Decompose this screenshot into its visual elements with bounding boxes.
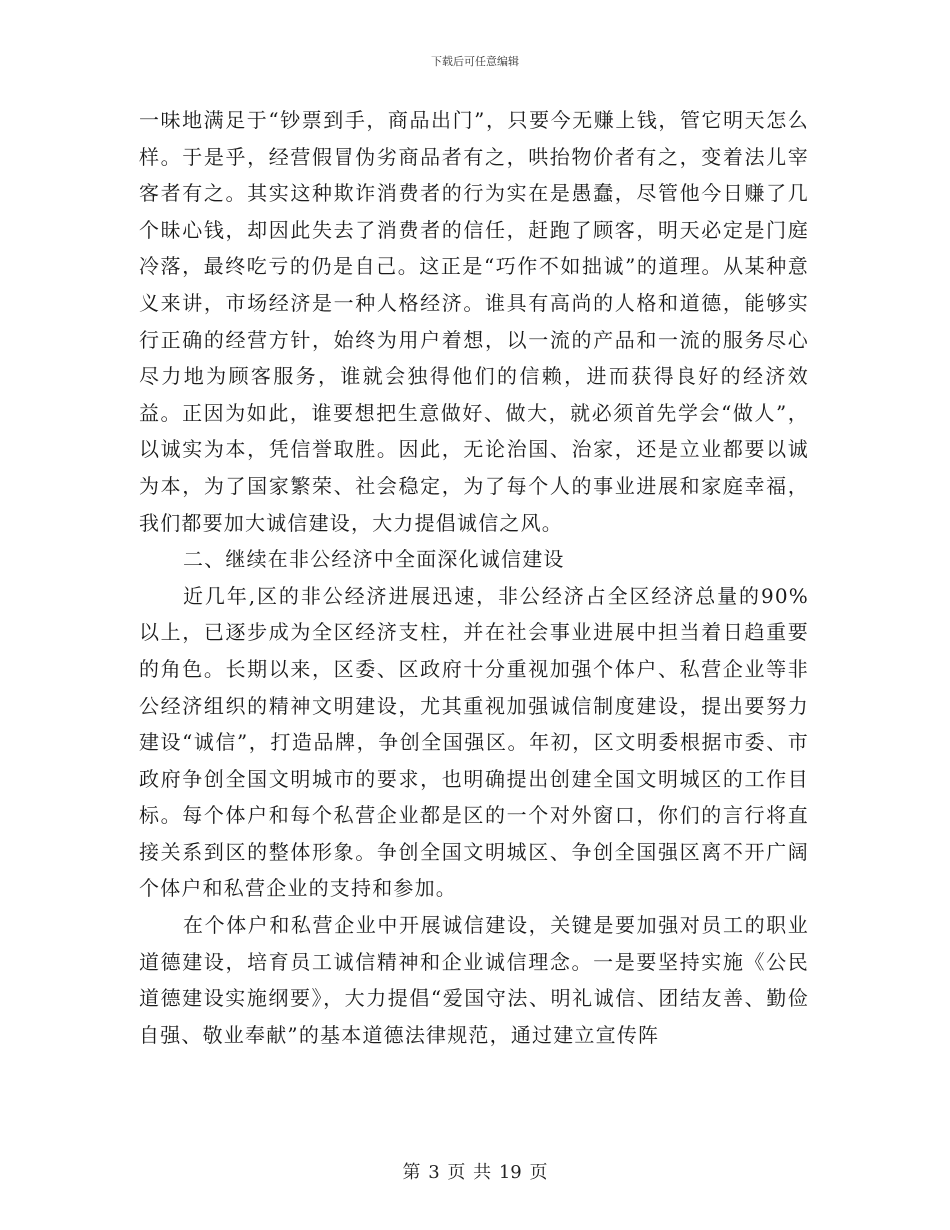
paragraph: 近几年,区的非公经济进展迅速，非公经济占全区经济总量的90%以上，已逐步成为全区经济支柱，并在社会事业进展中担当着日趋重要的角色。长期以来，区委、区政府十分重视加强个体户、私营企业等非公经济组织的精神文明建设，尤其重视加强诚信制度建设，提出要努力建设“诚信”，打造品牌，争创全国强区。年初，区文明委根据市委、市政府争创全国文明城市的要求，也明确提出创建全国文明城区的工作目标。每个体户和每个私营企业都是区的一个对外窗口，你们的言行将直接关系到区的整体形象。争创全国文明城区、争创全国强区离不开广阔个体户和私营企业的支持和参加。: [139, 583, 809, 901]
page-number: 第 3 页 共 19 页: [402, 1162, 548, 1183]
section-heading: 二、继续在非公经济中全面深化诚信建设: [183, 547, 565, 572]
page-header-note: 下载后可任意编辑: [431, 55, 519, 68]
document-body: [139, 102, 809, 1053]
paragraph-continuation: 一味地满足于“钞票到手，商品出门”，只要今无赚上钱，管它明天怎么样。于是乎，经营假冒伪劣商品者有之，哄抬物价者有之，变着法儿宰客者有之。其实这种欺诈消费者的行为实在是愚蠢，尽管他今日赚了几个昧心钱，却因此失去了消费者的信任，赶跑了顾客，明天必定是门庭冷落，最终吃亏的仍是自己。这正是“巧作不如拙诚”的道理。从某种意义来讲，市场经济是一种人格经济。谁具有高尚的人格和道德，能够实行正确的经营方针，始终为用户着想，以一流的产品和一流的服务尽心尽力地为顾客服务，谁就会独得他们的信赖，进而获得良好的经济效益。正因为如此，谁要想把生意做好、做大，就必须首先学会“做人”，以诚实为本，凭信誉取胜。因此，无论治国、治家，还是立业都要以诚为本，为了国家繁荣、社会稳定，为了每个人的事业进展和家庭幸福，我们都要加大诚信建设，大力提倡诚信之风。: [139, 108, 809, 535]
paragraph: 在个体户和私营企业中开展诚信建设，关键是要加强对员工的职业道德建设，培育员工诚信精神和企业诚信理念。一是要坚持实施《公民道德建设实施纲要》，大力提倡“爱国守法、明礼诚信、团结友善、勤俭自强、敬业奉献”的基本道德法律规范，通过建立宣传阵: [139, 913, 809, 1047]
